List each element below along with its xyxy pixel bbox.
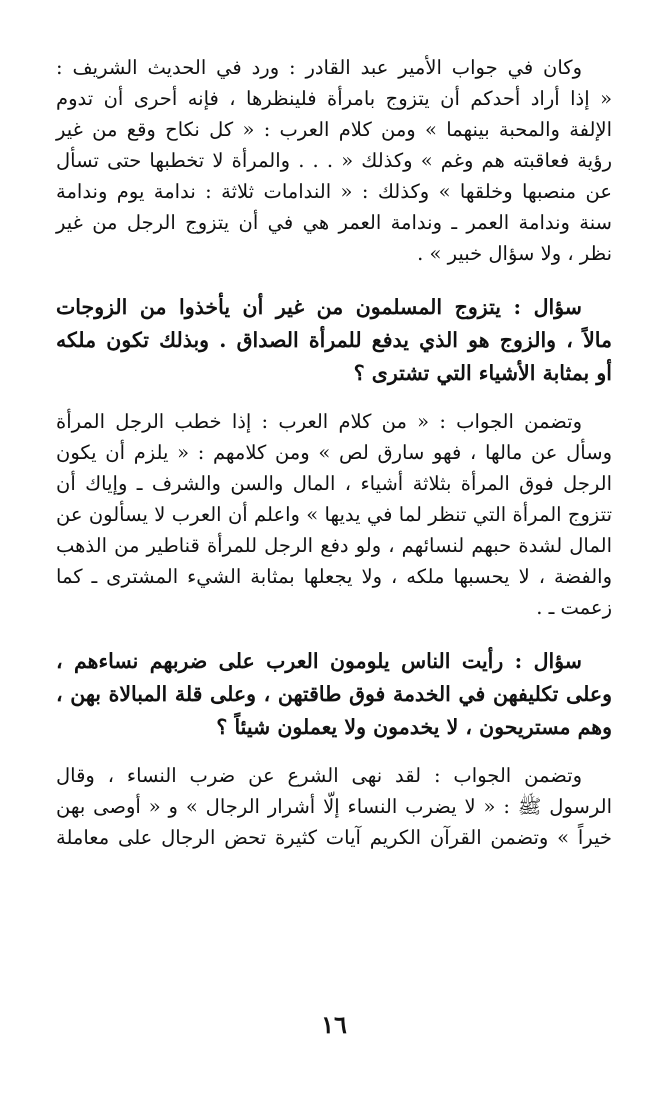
question-paragraph-1 <box>56 291 612 390</box>
question-line: وهم مستريحون ، لا يخدمون ولا يعملون شيئاً ؟ <box>216 715 612 739</box>
text-line: رؤية فعاقبته هم وغم » وكذلك « . . . والمرأة لا تخطبها حتى تسأل <box>56 149 612 172</box>
paragraph-gap <box>56 744 612 760</box>
page-number: ١٦ <box>321 1010 347 1039</box>
text-line: تتزوج المرأة التي تنظر لما في يديها » واعلم أن العرب لا يسألون عن <box>56 503 612 526</box>
text-line: وتضمن الجواب : لقد نهى الشرع عن ضرب النساء ، وقال <box>56 764 582 787</box>
question-line: أو بمثابة الأشياء التي تشترى ؟ <box>353 361 612 385</box>
paragraph-gap <box>56 390 612 406</box>
paragraph-gap <box>56 623 612 645</box>
text-line: وسأل عن مالها ، فهو سارق لص » ومن كلامهم : « يلزم أن يكون <box>56 441 612 464</box>
answer-paragraph-2 <box>56 406 612 623</box>
text-line: الإلفة والمحبة بينهما » ومن كلام العرب : « كل نكاح وقع من غير <box>56 118 612 141</box>
answer-paragraph-3 <box>56 760 612 853</box>
text-line: والفضة ، لا يحسبها ملكه ، ولا يجعلها بمثابة الشيء المشترى ـ كما <box>56 565 612 588</box>
text-line: وتضمن الجواب : « من كلام العرب : إذا خطب الرجل المرأة <box>56 410 582 433</box>
answer-paragraph-1 <box>56 52 612 269</box>
text-line: « إذا أراد أحدكم أن يتزوج بامرأة فلينظرها ، فإنه أحرى أن تدوم <box>56 87 612 110</box>
text-line: الرسول ﷺ : « لا يضرب النساء إلّا أشرار الرجال » و « أوصى بهن <box>56 795 612 818</box>
text-line: المال لشدة حبهم لنسائهم ، ولو دفع الرجل للمرأة قناطير من الذهب <box>56 534 612 557</box>
text-line: خيراً » وتضمن القرآن الكريم آيات كثيرة تحض الرجال على معاملة <box>56 826 612 849</box>
text-line: عن منصبها وخلقها » وكذلك : « الندامات ثلاثة : ندامة يوم وندامة <box>56 180 612 203</box>
text-line: الرجل فوق المرأة بثلاثة أشياء ، المال والسن والشرف ـ وإياك أن <box>56 472 612 495</box>
question-line: سؤال : رأيت الناس يلومون العرب على ضربهم نساءهم ، <box>56 649 582 673</box>
book-page <box>56 52 612 853</box>
question-line: مالاً ، والزوج هو الذي يدفع للمرأة الصداق . وبذلك تكون ملكه <box>56 328 612 352</box>
question-paragraph-2 <box>56 645 612 744</box>
question-line: سؤال : يتزوج المسلمون من غير أن يأخذوا من الزوجات <box>56 295 582 319</box>
paragraph-gap <box>56 269 612 291</box>
text-line: وكان في جواب الأمير عبد القادر : ورد في الحديث الشريف : <box>56 56 582 79</box>
text-line: نظر ، ولا سؤال خبير » . <box>417 242 612 265</box>
question-line: وعلى تكليفهن في الخدمة فوق طاقتهن ، وعلى قلة المبالاة بهن ، <box>56 682 612 706</box>
text-line: سنة وندامة العمر ـ وندامة العمر هي في أن يتزوج الرجل من غير <box>56 211 612 234</box>
text-line: زعمت ـ . <box>536 596 612 619</box>
